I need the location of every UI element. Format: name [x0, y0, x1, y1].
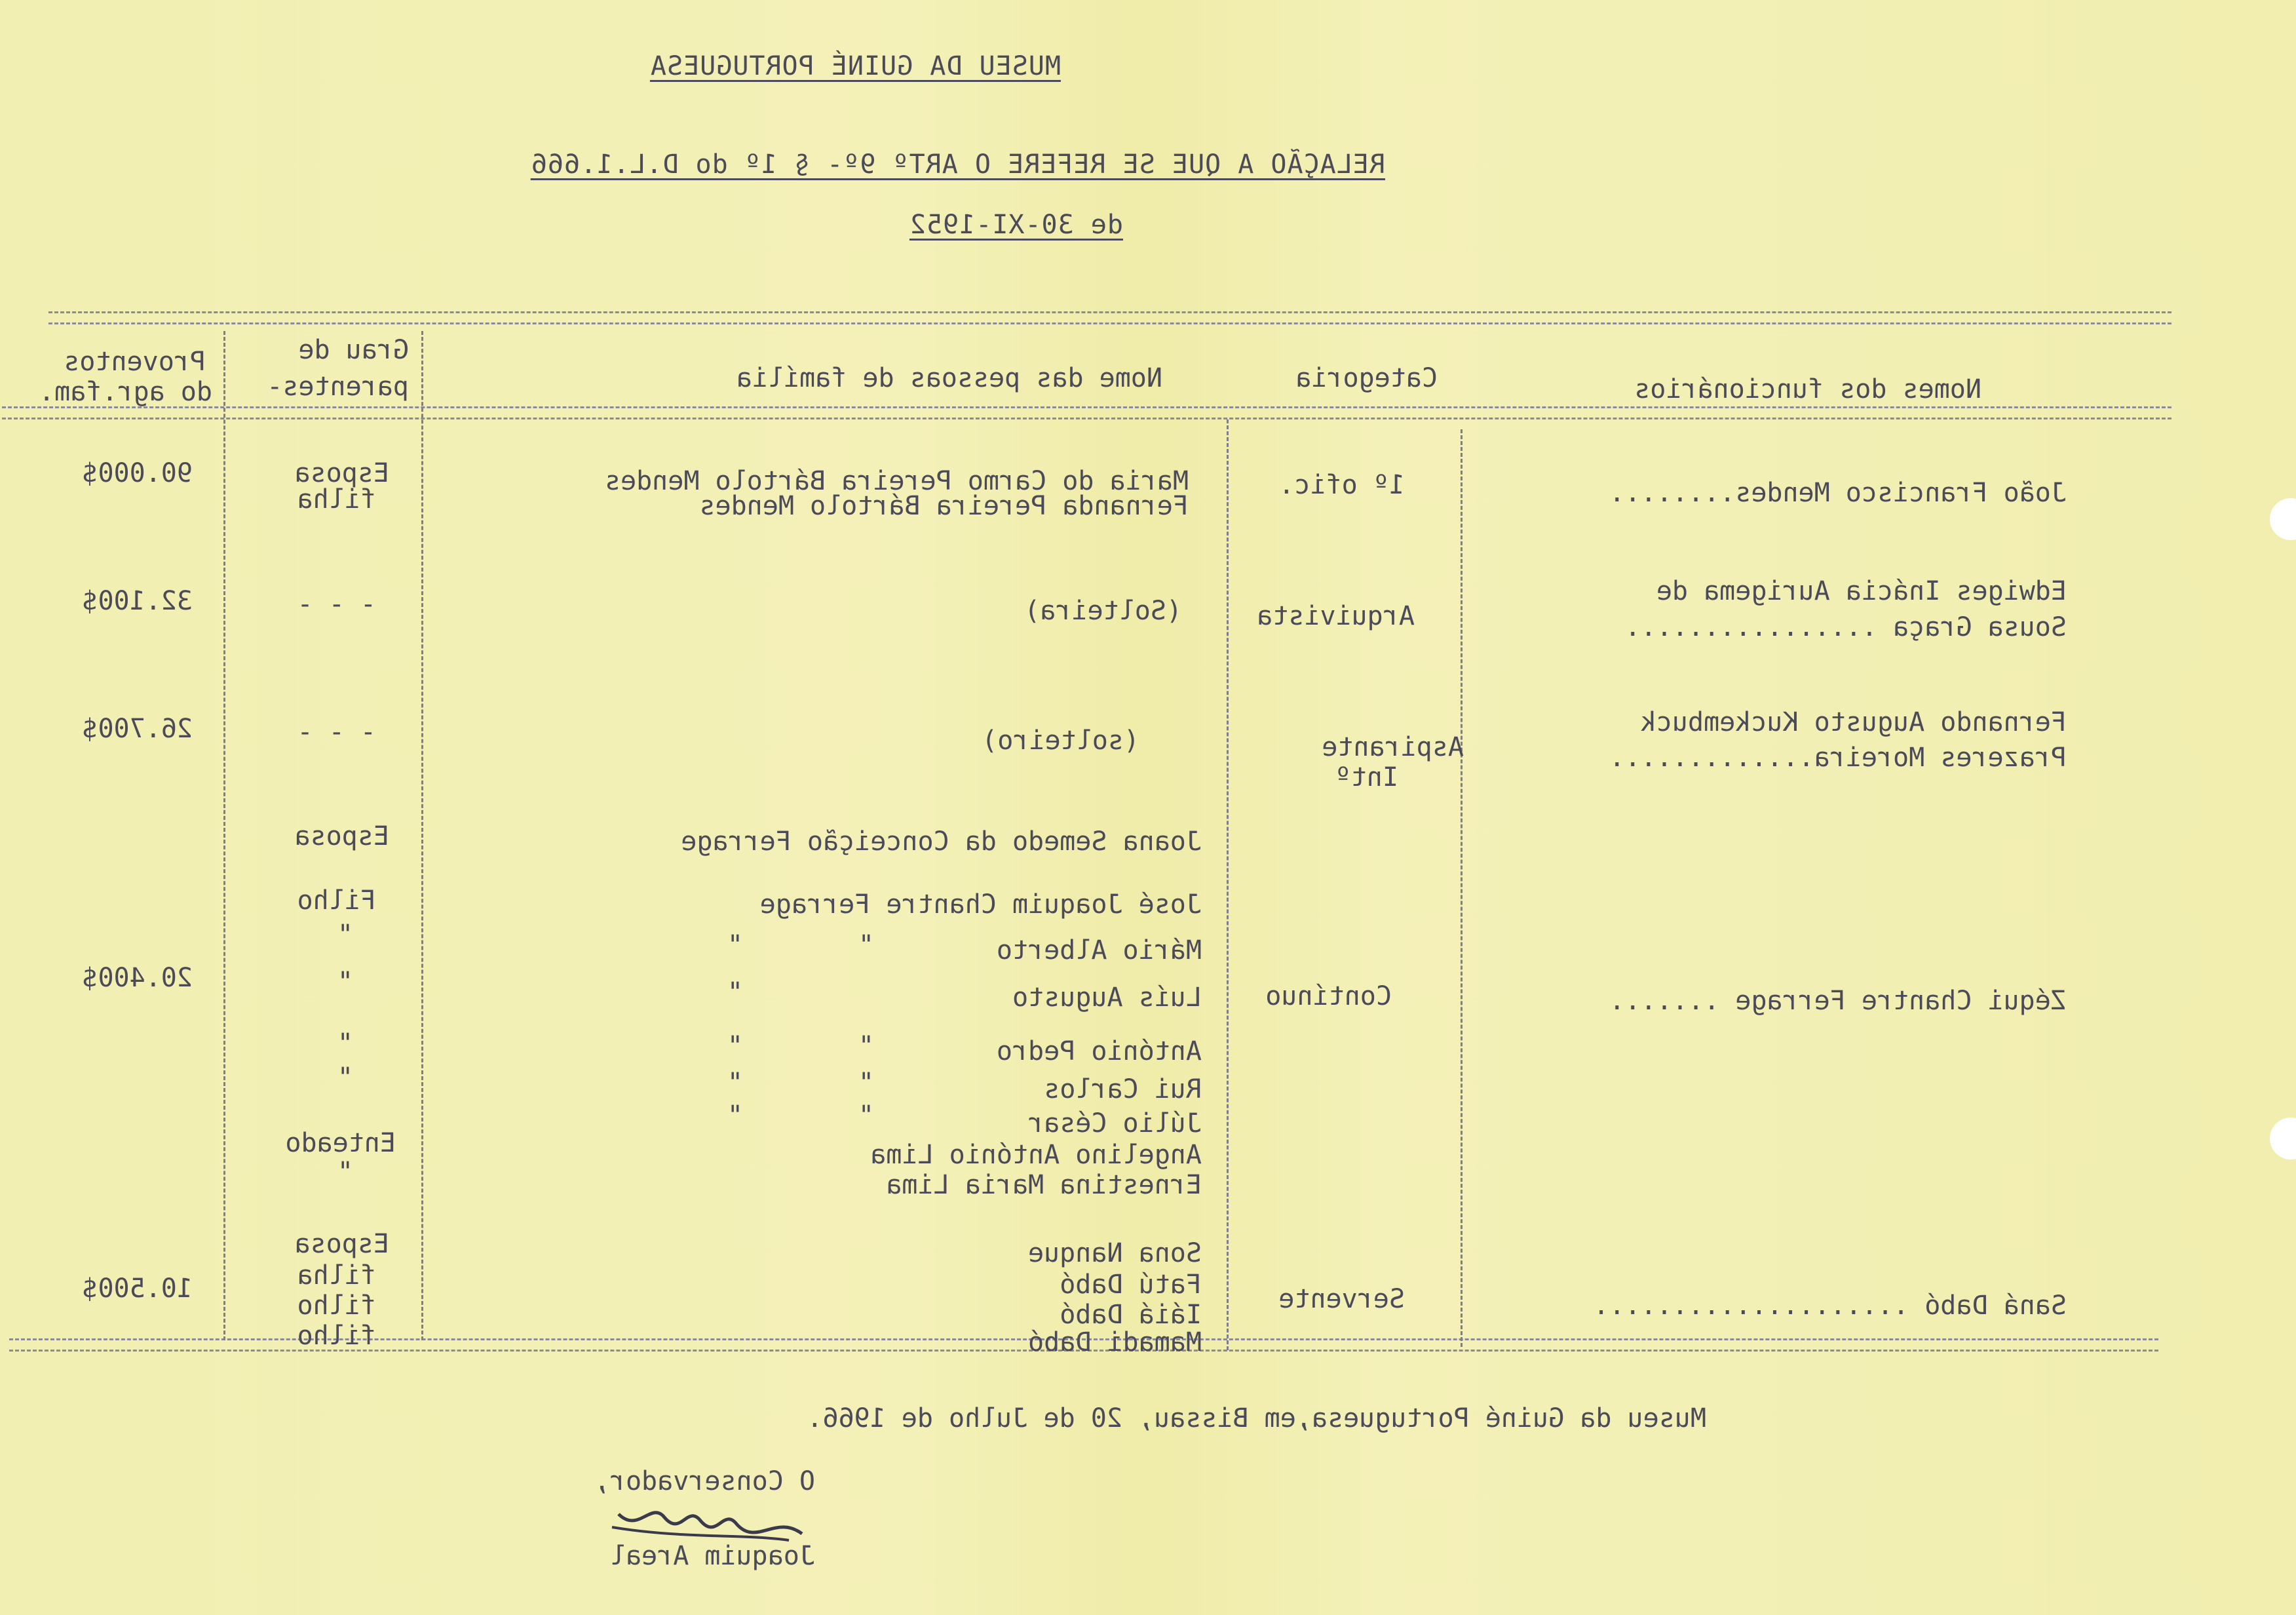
relation-zequi-1: Esposa	[294, 821, 389, 851]
ditto-mark: "	[858, 1031, 874, 1061]
employee-name-fernando-2: Prazeres Moreira.............	[1609, 743, 2067, 773]
ditto-mark: "	[727, 1068, 743, 1098]
relation-sana-1: Esposa	[294, 1229, 389, 1259]
family-member-zequi-1: Joana Semedo da Conceição Ferrage	[681, 827, 1202, 857]
ditto-mark: "	[727, 1031, 743, 1061]
employee-name-fernando-1: Fernando Augusto Kuckembuck	[1640, 707, 2067, 737]
employee-name-zequi: Zéqui Chantre Ferrage .......	[1609, 986, 2067, 1016]
employee-name-joao: João Francisco Mendes........	[1609, 478, 2067, 508]
column-divider-2	[1227, 419, 1229, 1350]
benefit-value-fernando: 26.700$	[82, 714, 193, 744]
family-member-joao-1: Maria do Carmo Pereira Bártolo Mendes	[604, 466, 1189, 496]
family-member-sana-1: Sona Nanque	[1028, 1238, 1202, 1268]
family-member-zequi-3: Mário Alberto	[996, 935, 1202, 965]
benefit-value-zequi: 20.400$	[82, 963, 193, 993]
header-grau-line2: parentes-	[267, 372, 409, 402]
relation-zequi-5: "	[337, 1028, 353, 1059]
relation-sana-4: filho	[297, 1321, 376, 1351]
family-member-zequi-8: Angelino António Lima	[870, 1140, 1202, 1170]
family-member-zequi-4: Luís Augusto	[1012, 983, 1202, 1013]
employee-category-zequi: Contínuo	[1265, 981, 1392, 1011]
relation-sana-3: filho	[297, 1291, 376, 1321]
document-date: de 30-XI-1952	[909, 210, 1123, 240]
employee-category-sana: Servente	[1278, 1284, 1405, 1314]
footer-place-date: Museu da Guiné Portuguesa,em Bissau, 20 de Julho de 1966.	[807, 1403, 1706, 1433]
column-divider-4	[223, 331, 225, 1340]
column-divider-3	[421, 331, 423, 1340]
column-divider-1	[1461, 429, 1463, 1347]
relation-zequi-7: Enteado	[285, 1128, 396, 1158]
header-proventos-line2: do agr.fam.	[39, 377, 212, 407]
header-nome-pessoas-familia: Nome das pessoas de família	[736, 363, 1162, 393]
family-member-zequi-2: José Joaquim Chantre Ferrage	[759, 889, 1202, 920]
benefit-value-joao: 90.000$	[82, 458, 193, 488]
relation-zequi-3: "	[337, 920, 353, 950]
family-member-joao-2: Fernanda Pereira Bártolo Mendes	[699, 491, 1189, 521]
family-member-sana-3: Iáiá Dabó	[1060, 1300, 1202, 1330]
document-subtitle: RELAÇÃO A QUE SE REFERE O ARTº 9º- § 1º do D.L.1.666	[530, 149, 1385, 180]
header-nomes-funcionarios: Nomes dos funcionários	[1634, 374, 1981, 404]
relation-joao-2: filha	[297, 484, 376, 515]
family-member-sana-4: Mamadi Dabó	[1028, 1327, 1202, 1357]
family-member-zequi-5: António Pedro	[996, 1036, 1202, 1066]
relation-zequi-6: "	[337, 1062, 353, 1093]
ditto-mark: "	[727, 977, 743, 1007]
relation-joao-1: Esposa	[294, 458, 389, 488]
ditto-mark: "	[858, 930, 874, 960]
employee-category-joao: 1º ofic.	[1278, 470, 1405, 500]
family-member-zequi-9: Ernestina Maria Lima	[886, 1170, 1202, 1200]
signature-role: O Conservador,	[594, 1466, 815, 1496]
punch-hole	[2270, 1118, 2296, 1159]
family-member-edwiges: (Solteira)	[1024, 596, 1182, 626]
relation-zequi-2: Filho	[297, 885, 376, 916]
relation-zequi-8: "	[337, 1157, 353, 1187]
relation-sana-2: filha	[297, 1260, 376, 1291]
benefit-value-edwiges: 32.100$	[82, 586, 193, 616]
employee-name-sana: Saná Dabó ....................	[1593, 1291, 2067, 1321]
header-proventos-line1: Proventos	[64, 347, 206, 377]
ditto-mark: "	[727, 1100, 743, 1131]
relation-zequi-4: "	[337, 967, 353, 997]
family-member-zequi-6: Rui Carlos	[1044, 1074, 1202, 1104]
table-top-rule	[48, 311, 2172, 324]
ditto-mark: "	[858, 1068, 874, 1098]
family-member-sana-2: Fatú Dabó	[1060, 1270, 1202, 1300]
ditto-mark: "	[858, 1100, 874, 1131]
header-grau-line1: Grau de	[298, 335, 409, 365]
employee-category-fernando-2: Intº	[1335, 762, 1398, 792]
employee-category-edwiges: Arquivista	[1257, 601, 1415, 631]
punch-hole	[2270, 498, 2296, 540]
relation-fernando: - - -	[297, 717, 376, 747]
employee-name-edwiges-2: Sousa Graça ................	[1624, 612, 2067, 642]
employee-category-fernando-1: Aspirante	[1322, 732, 1464, 762]
signature-name: Joaquim Areal	[609, 1541, 815, 1571]
family-member-fernando: (solteiro)	[982, 726, 1139, 756]
family-member-zequi-7: Júlio César	[1028, 1108, 1202, 1138]
ditto-mark: "	[727, 930, 743, 960]
header-bottom-rule	[0, 406, 2172, 419]
document-title: MUSEU DA GUINÉ PORTUGUESA	[649, 51, 1061, 81]
employee-name-edwiges-1: Edwiges Inácia Aurigema de	[1656, 576, 2067, 606]
relation-edwiges: - - -	[297, 589, 376, 619]
benefit-value-sana: 10.500$	[82, 1274, 193, 1304]
header-categoria: Categoria	[1295, 363, 1438, 393]
